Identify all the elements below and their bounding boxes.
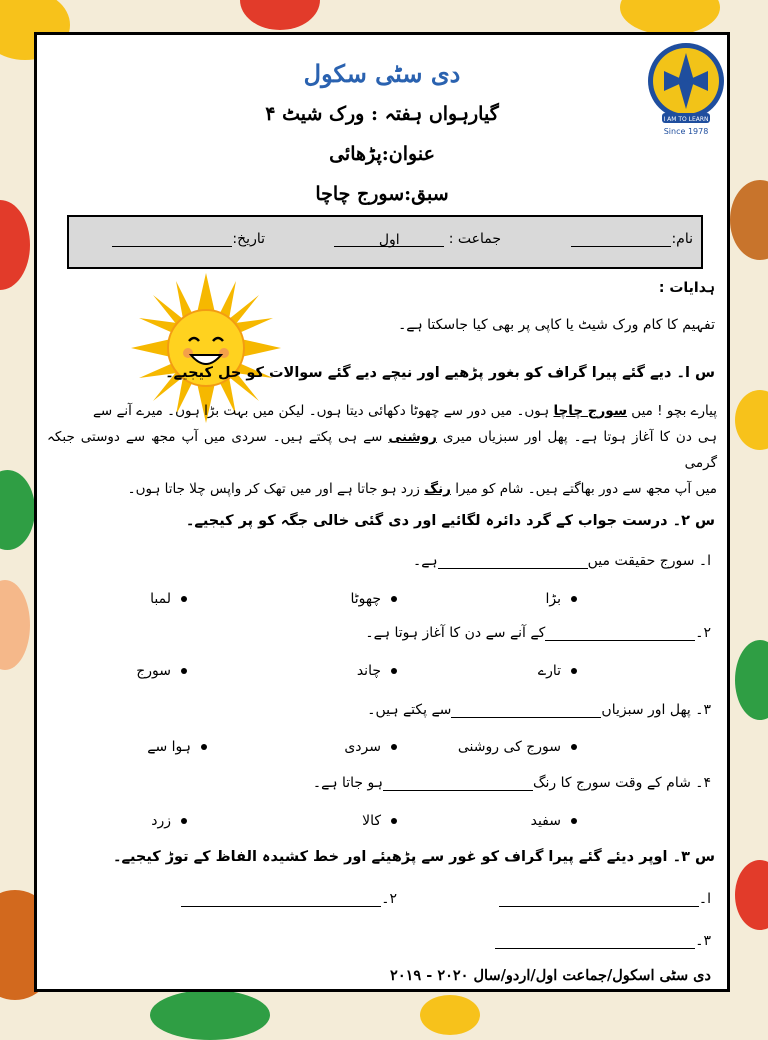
- option-3-3[interactable]: ہوا سے: [147, 739, 207, 755]
- option-3-1[interactable]: سورج کی روشنی: [458, 739, 577, 755]
- decor-shape: [735, 640, 768, 720]
- option-2-2[interactable]: چاند: [357, 663, 397, 679]
- option-1-3[interactable]: لمبا: [150, 591, 187, 607]
- week-line: گیارہواں ہفتہ : ورک شیٹ ۴: [265, 103, 499, 125]
- decor-shape: [735, 860, 768, 930]
- decor-shape: [150, 990, 270, 1040]
- blank-3[interactable]: [451, 703, 601, 718]
- class-value: اول: [378, 231, 400, 248]
- option-4-2[interactable]: کالا: [362, 813, 397, 829]
- logo-since: Since 1978: [663, 127, 709, 136]
- blank-1[interactable]: [438, 554, 588, 569]
- date-field[interactable]: [112, 231, 265, 247]
- instructions-title: ہدایات :: [658, 280, 715, 296]
- paragraph-line-3: میں آپ مجھ سے دور بھاگتے ہیں۔ شام کو میرا رنگ زرد ہو جاتا ہے اور میں تھک کر واپس چلا جاتا ہوں۔: [127, 481, 717, 497]
- option-1-1[interactable]: بڑا: [545, 591, 577, 607]
- answer-line-3[interactable]: ۳۔: [495, 933, 711, 949]
- underlined-word-1: سورج چاچا: [553, 403, 628, 419]
- option-2-1[interactable]: تارے: [538, 663, 577, 679]
- name-box: [67, 215, 703, 269]
- decor-shape: [0, 200, 30, 290]
- topic-line: عنوان:پڑھائی: [329, 143, 435, 165]
- paragraph-line-2: ہی دن کا آغاز ہوتا ہے۔ پھل اور سبزیاں میری روشنی سے ہی پکتے ہیں۔ سردی میں آپ مجھ سے دوستی جبکہ گرمی: [47, 429, 717, 471]
- lesson-line: سبق:سورج چاچا: [315, 183, 449, 205]
- footer-text: دی سٹی اسکول/جماعت اول/اردو/سال ۲۰۲۰ - ۲۰۱۹: [390, 967, 711, 984]
- date-label: تاریخ:: [232, 231, 265, 247]
- name-label: نام:: [671, 231, 693, 247]
- paragraph-line-1: پیارے بچو ! میں سورج چاچا ہوں۔ میں دور سے چھوٹا دکھائی دیتا ہوں۔ لیکن میں بہت بڑا ہوں۔ میرے آنے سے: [92, 403, 717, 419]
- q3-title: س ۳۔ اوپر دیئے گئے پیرا گراف کو غور سے پڑھیئے اور خط کشیدہ الفاظ کے توڑ کیجیے۔: [112, 849, 715, 865]
- q1-title: س ا۔ دیے گئے پیرا گراف کو بغور پڑھیے اور نیچے دیے گئے سوالات کو حل کیجیے۔: [165, 365, 715, 381]
- class-label: جماعت :: [448, 231, 501, 247]
- class-field[interactable]: [334, 231, 501, 247]
- decor-shape: [420, 995, 480, 1035]
- blank-4[interactable]: [383, 776, 533, 791]
- question-3: ۳۔ پھل اور سبزیاںسے پکتے ہیں۔: [367, 702, 711, 718]
- question-4: ۴۔ شام کے وقت سورج کا رنگہو جاتا ہے۔: [312, 775, 711, 791]
- decor-shape: [0, 580, 30, 670]
- blank-2[interactable]: [545, 626, 695, 641]
- decor-shape: [730, 180, 768, 260]
- question-2: ۲۔کے آنے سے دن کا آغاز ہوتا ہے۔: [365, 625, 711, 641]
- question-1: ا۔ سورج حقیقت میںہے۔: [413, 553, 711, 569]
- option-2-3[interactable]: سورج: [136, 663, 187, 679]
- option-3-2[interactable]: سردی: [344, 739, 397, 755]
- underlined-word-2: روشنی: [388, 429, 437, 445]
- decor-shape: [735, 390, 768, 450]
- reading-paragraph: [47, 398, 717, 502]
- decor-shape: [240, 0, 320, 30]
- option-4-1[interactable]: سفید: [531, 813, 577, 829]
- answer-line-1[interactable]: ا۔: [499, 891, 711, 907]
- logo-motto: I AM TO LEARN: [663, 116, 709, 123]
- school-name: دی سٹی سکول: [303, 59, 461, 88]
- instructions-text: تفہیم کا کام ورک شیٹ یا کاپی پر بھی کیا جاسکتا ہے۔: [398, 317, 715, 333]
- name-field[interactable]: [571, 231, 693, 247]
- decor-shape: [0, 470, 35, 550]
- q2-title: س ۲۔ درست جواب کے گرد دائرہ لگائیے اور دی گئی خالی جگہ کو پر کیجیے۔: [185, 513, 715, 529]
- option-4-3[interactable]: زرد: [151, 813, 187, 829]
- underlined-word-3: رنگ: [424, 481, 451, 497]
- worksheet-page: [34, 32, 730, 992]
- decor-shape: [620, 0, 720, 35]
- option-1-2[interactable]: چھوٹا: [350, 591, 397, 607]
- answer-line-2[interactable]: ۲۔: [181, 891, 397, 907]
